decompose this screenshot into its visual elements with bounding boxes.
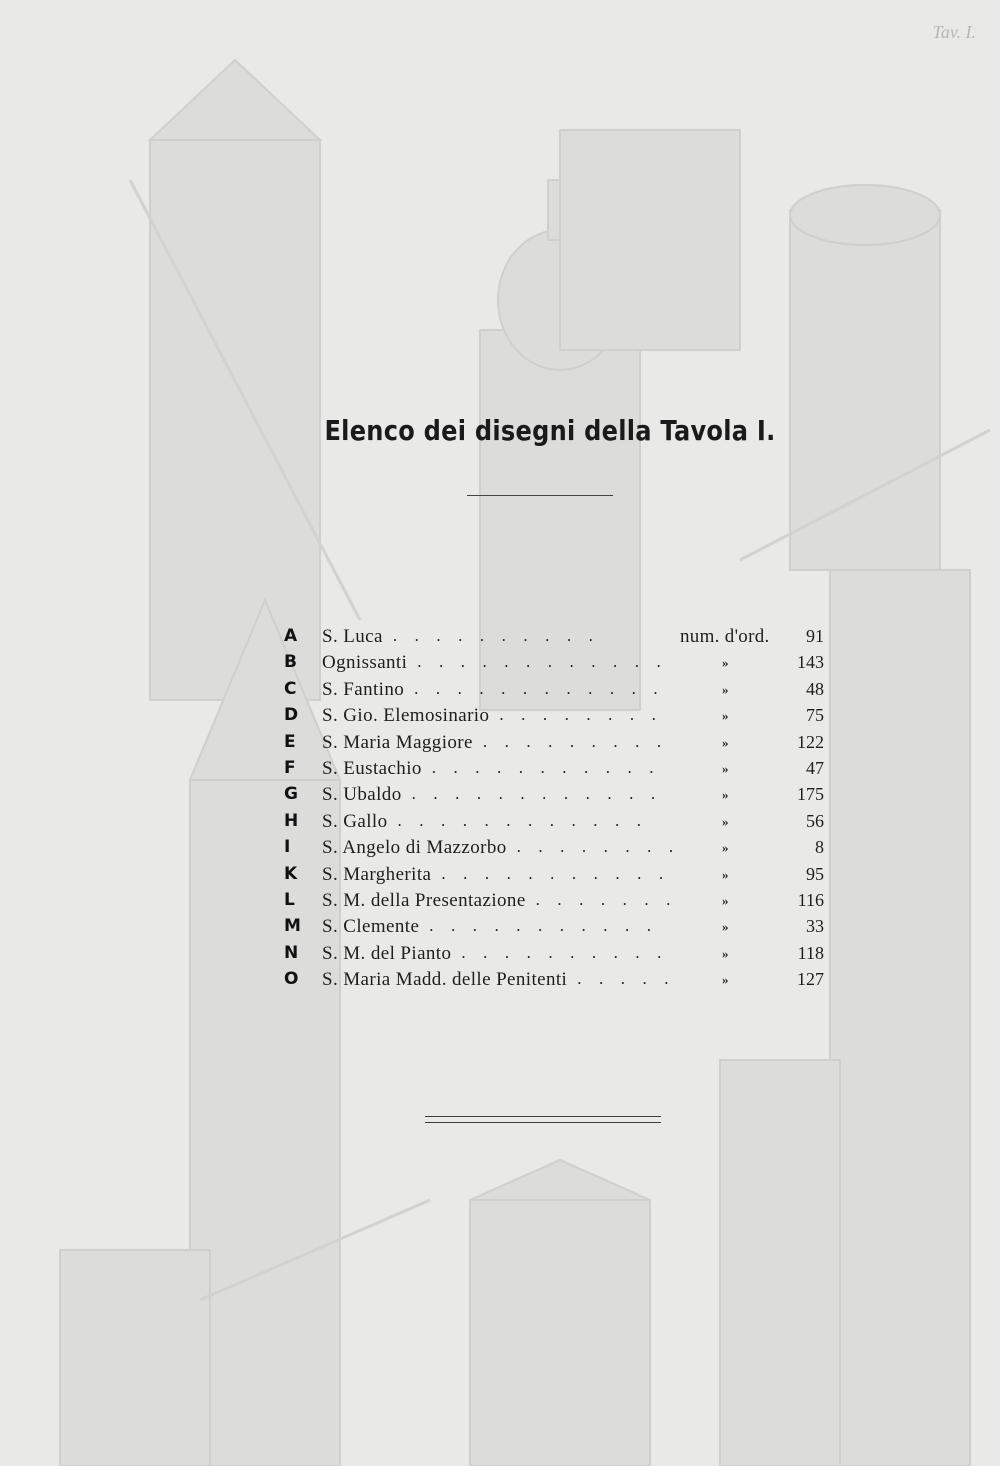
page-title: Elenco dei disegni della Tavola I.: [324, 414, 776, 447]
list-item: [0, 758, 1000, 784]
list-item: [0, 626, 1000, 652]
list-item: [0, 811, 1000, 837]
ditto-mark: »: [722, 681, 729, 697]
entry-number: 127: [797, 969, 824, 990]
entry-letter: E: [284, 731, 296, 752]
entry-name: S. Luca: [322, 626, 383, 647]
entry-number: 47: [806, 758, 824, 778]
ditto-mark: »: [722, 866, 729, 882]
dot-leader: ...........: [441, 863, 681, 883]
title-divider: [467, 495, 613, 496]
list-item: [0, 943, 1000, 969]
dot-leader: ............: [417, 652, 679, 672]
list-item: [0, 864, 1000, 890]
ditto-mark: »: [722, 813, 729, 829]
entry-letter: O: [284, 969, 299, 990]
ditto-mark: »: [722, 655, 729, 671]
ditto-mark: »: [722, 972, 729, 988]
entry-number: 91: [806, 626, 824, 646]
dot-leader: .........: [482, 731, 679, 751]
dot-leader: ..........: [461, 942, 679, 962]
entry-letter: G: [284, 784, 298, 805]
entry-number: 95: [806, 863, 824, 884]
closing-rule-top: [425, 1116, 661, 1117]
entry-number: 75: [806, 705, 824, 726]
list-item: [0, 890, 1000, 916]
list-item: [0, 705, 1000, 731]
entry-number: 48: [806, 678, 824, 699]
dot-leader: .......: [535, 890, 688, 909]
entry-letter: A: [284, 626, 298, 646]
dot-leader: ........: [516, 837, 691, 857]
entry-number: 118: [797, 942, 824, 963]
list-item: [0, 679, 1000, 705]
ditto-mark: »: [722, 761, 729, 776]
list-item: [0, 916, 1000, 942]
entry-letter: M: [284, 916, 301, 937]
entry-name: S. Maria Maggiore: [322, 731, 473, 753]
entry-letter: C: [284, 678, 297, 699]
list-item: [0, 969, 1000, 995]
ordinal-number-label: num. d'ord.: [680, 626, 770, 647]
plate-corner-note: Tav. I.: [932, 22, 976, 42]
dot-leader: ............: [411, 784, 673, 804]
entry-letter: N: [284, 942, 299, 963]
dot-leader: ...........: [429, 916, 669, 936]
ditto-mark: »: [722, 893, 729, 908]
dot-leader: .....: [577, 969, 686, 989]
dot-leader: ........: [499, 705, 674, 725]
entry-name: S. Gio. Elemosinario: [322, 705, 490, 727]
entry-name: S. Eustachio: [322, 758, 422, 779]
entry-number: 175: [797, 784, 824, 805]
entry-letter: D: [284, 705, 299, 726]
entry-name: S. Fantino: [322, 678, 405, 700]
entry-name: S. Angelo di Mazzorbo: [322, 837, 507, 859]
ditto-mark: »: [722, 840, 729, 856]
entry-name: S. Clemente: [322, 916, 420, 938]
entry-letter: K: [284, 863, 298, 884]
entry-name: S. Ubaldo: [322, 784, 402, 806]
entry-name: S. Gallo: [322, 810, 388, 832]
list-item: [0, 652, 1000, 678]
list-item: [0, 837, 1000, 863]
ditto-mark: »: [722, 734, 729, 750]
entry-name: S. M. della Presentazione: [322, 890, 526, 911]
dot-leader: ............: [397, 810, 659, 830]
list-item: [0, 784, 1000, 810]
dot-leader: ............: [414, 678, 676, 698]
entry-number: 122: [797, 731, 824, 752]
entry-letter: H: [284, 810, 299, 831]
ditto-mark: »: [722, 919, 729, 935]
entry-letter: B: [284, 652, 297, 673]
entry-letter: F: [284, 758, 296, 778]
closing-rule-bottom: [425, 1122, 661, 1123]
entry-name: S. M. del Pianto: [322, 942, 452, 964]
entry-number: 56: [806, 810, 824, 831]
ditto-mark: »: [722, 708, 729, 724]
list-item: [0, 732, 1000, 758]
ditto-mark: »: [722, 787, 729, 803]
entry-name: Ognissanti: [322, 652, 408, 674]
entry-number: 116: [797, 890, 824, 910]
entry-number: 8: [815, 837, 824, 858]
entry-name: S. Maria Madd. delle Penitenti: [322, 969, 568, 991]
entry-letter: I: [284, 837, 291, 858]
ditto-mark: »: [722, 945, 729, 961]
entry-number: 143: [797, 652, 824, 673]
entry-name: S. Margherita: [322, 863, 432, 885]
dot-leader: ...........: [431, 758, 672, 777]
dot-leader: ..........: [392, 626, 611, 645]
entry-number: 33: [806, 916, 824, 937]
entry-letter: L: [284, 890, 295, 910]
